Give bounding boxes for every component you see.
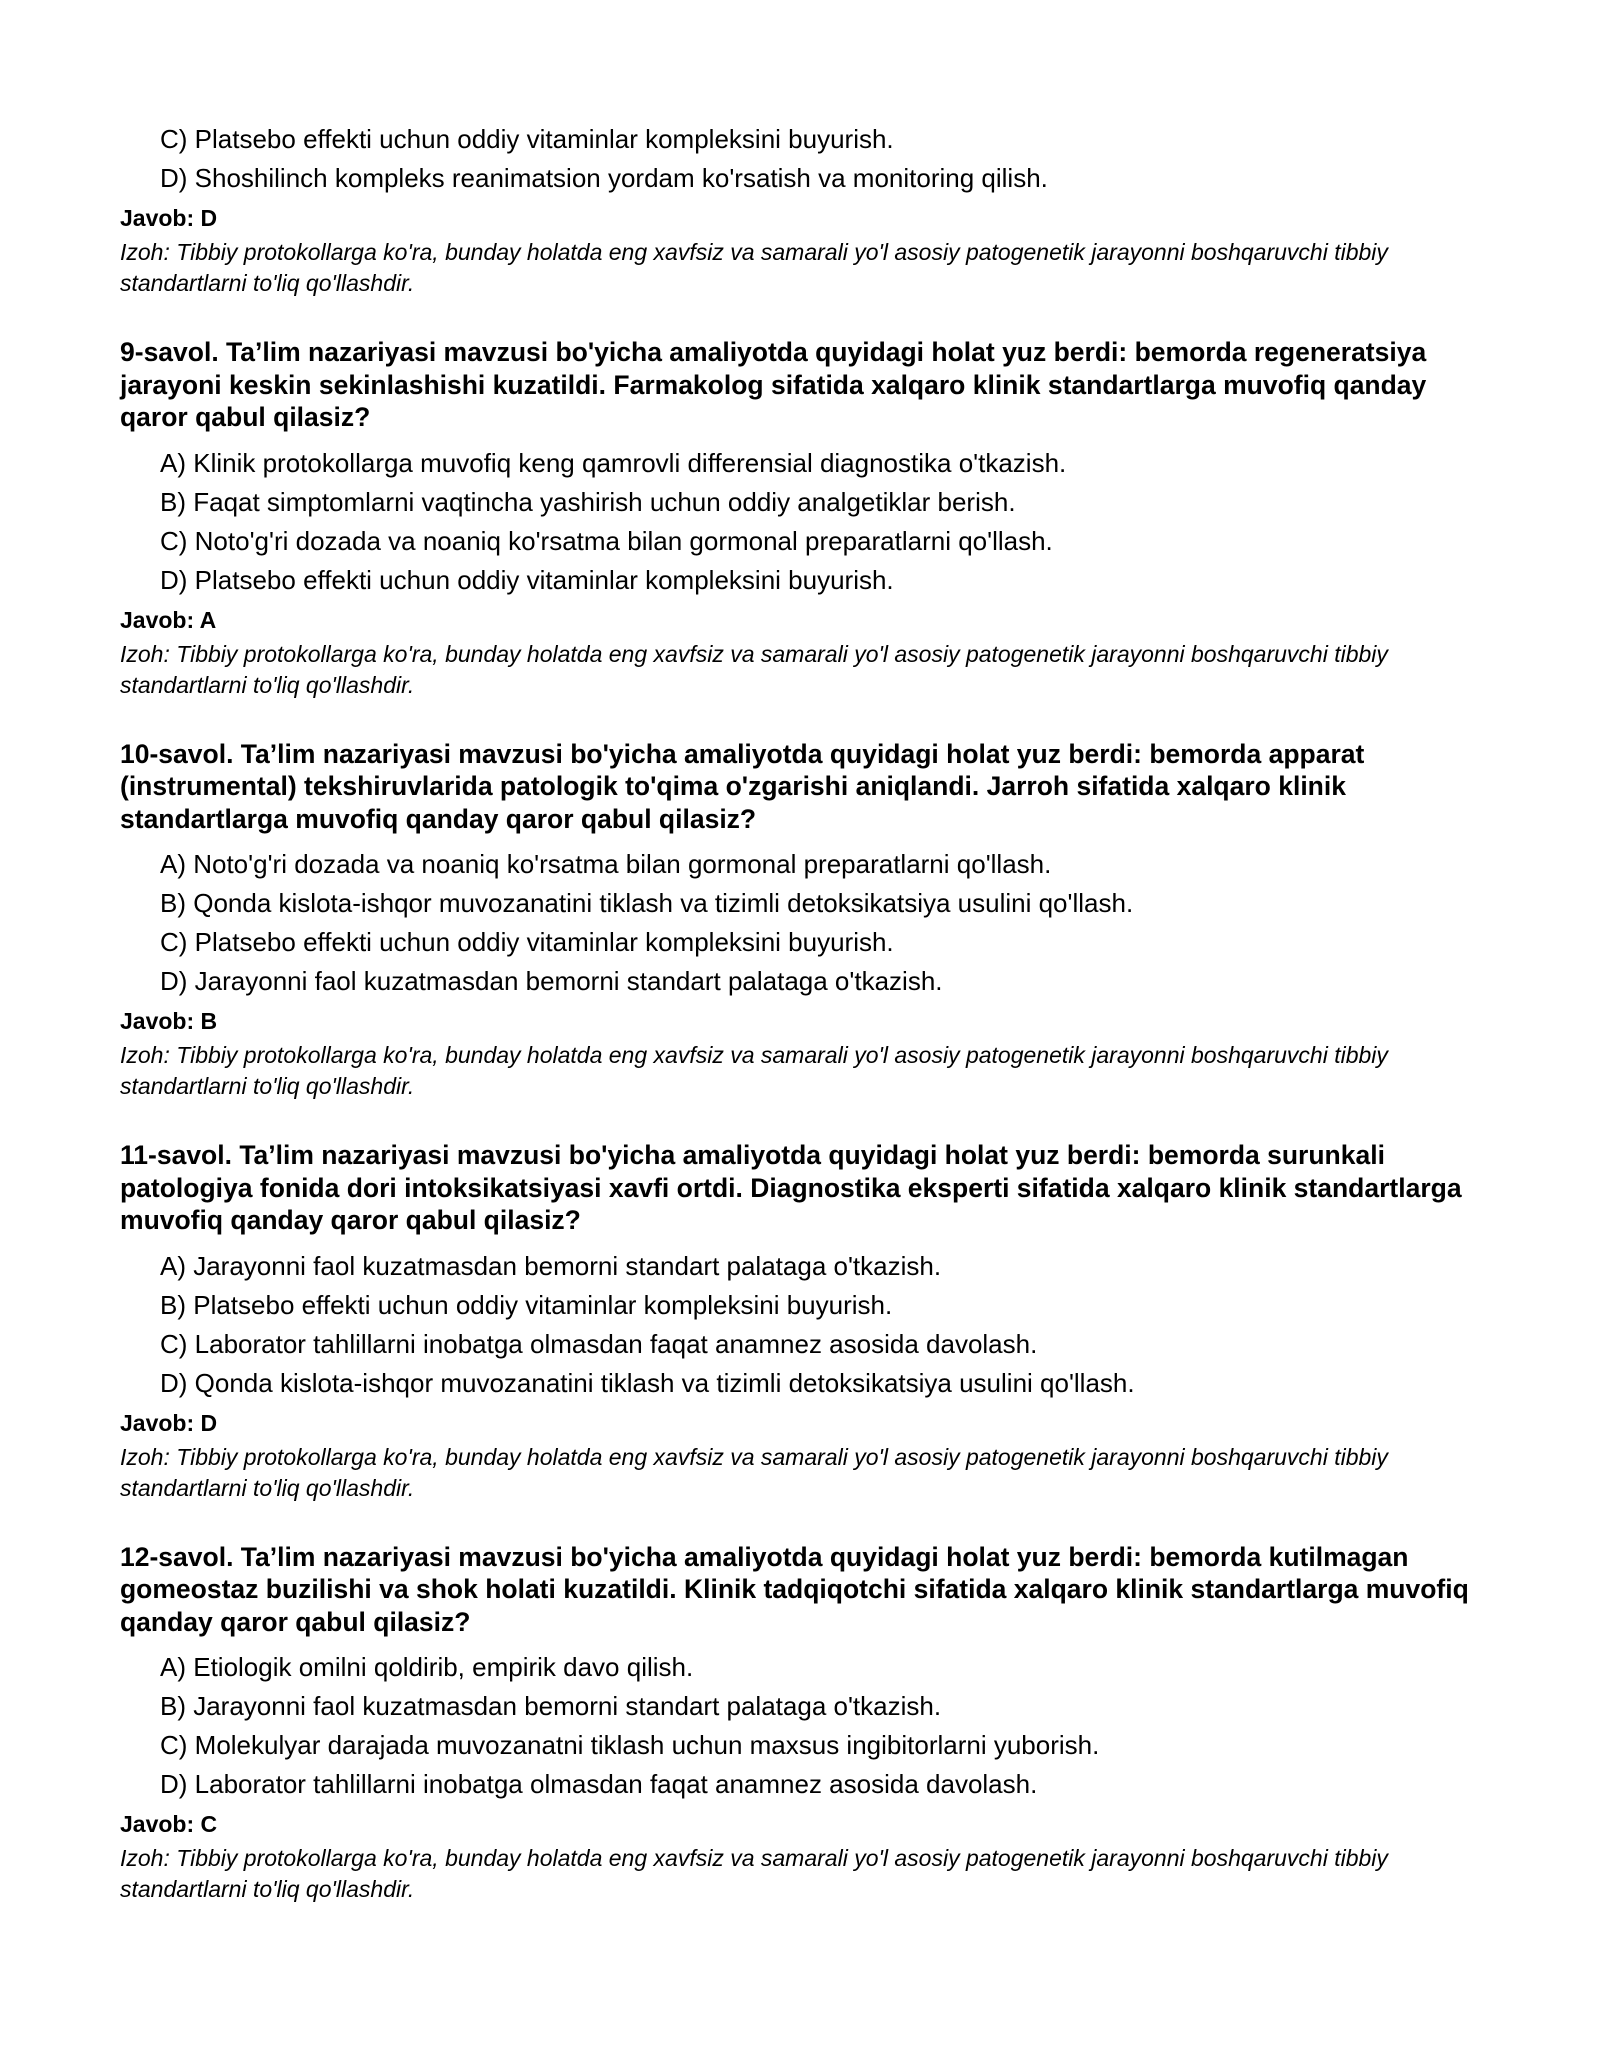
question-11-block — [120, 1139, 1500, 1504]
option-c: C) Platsebo effekti uchun oddiy vitaminlar kompleksini buyurish. — [160, 124, 894, 154]
question-9-text: 9-savol. Ta’lim nazariyasi mavzusi bo'yicha amaliyotda quyidagi holat yuz berdi: bemorda regeneratsiya jarayoni keskin sekinlashishi kuzatildi. Farmakolog sifatida xalqaro klinik standartlarga muvofiq qanday qaror qabul qilasiz? — [120, 337, 1427, 432]
option-a: A) Etiologik omilni qoldirib, empirik davo qilish. — [160, 1652, 694, 1682]
option-b: B) Faqat simptomlarni vaqtincha yashirish uchun oddiy analgetiklar berish. — [160, 486, 1016, 517]
explanation-note: Izoh: Tibbiy protokollarga ko'ra, bunday holatda eng xavfsiz va samarali yo'l asosiy patogenetik jarayonni boshqaruvchi tibbiy standartlarni to'liq qo'llashdir. — [120, 640, 1388, 698]
answer-label: Javob: C — [120, 1811, 218, 1837]
option-b: B) Jarayonni faol kuzatmasdan bemorni standart palataga o'tkazish. — [160, 1691, 942, 1721]
option-d: D) Qonda kislota-ishqor muvozanatini tiklash va tizimli detoksikatsiya usulini qo'llash. — [160, 1367, 1135, 1398]
question-12-text: 12-savol. Ta’lim nazariyasi mavzusi bo'yicha amaliyotda quyidagi holat yuz berdi: bemorda kutilmagan gomeostaz buzilishi va shok holati kuzatildi. Klinik tadqiqotchi sifatida xalqaro klinik standartlarga muvofiq qanday qaror qabul qilasiz? — [120, 1541, 1469, 1637]
answer-label: Javob: D — [120, 205, 218, 231]
carryover-block — [120, 120, 1500, 299]
option-c: C) Platsebo effekti uchun oddiy vitaminlar kompleksini buyurish. — [160, 927, 894, 957]
question-10-block — [120, 738, 1500, 1103]
question-10-text: 10-savol. Ta’lim nazariyasi mavzusi bo'yicha amaliyotda quyidagi holat yuz berdi: bemorda apparat (instrumental) tekshiruvlarida patologik to'qima o'zgarishi aniqlandi. Jarroh sifatida xalqaro klinik standartlarga muvofiq qanday qaror qabul qilasiz? — [120, 738, 1365, 834]
option-d: D) Laborator tahlillarni inobatga olmasdan faqat anamnez asosida davolash. — [160, 1769, 1038, 1799]
answer-label: Javob: B — [120, 1008, 218, 1034]
explanation-note: Izoh: Tibbiy protokollarga ko'ra, bunday holatda eng xavfsiz va samarali yo'l asosiy patogenetik jarayonni boshqaruvchi tibbiy standartlarni to'liq qo'llashdir. — [120, 239, 1388, 296]
question-9-block — [120, 336, 1500, 701]
answer-label: Javob: A — [120, 606, 217, 633]
explanation-note: Izoh: Tibbiy protokollarga ko'ra, bunday holatda eng xavfsiz va samarali yo'l asosiy patogenetik jarayonni boshqaruvchi tibbiy standartlarni to'liq qo'llashdir. — [120, 1042, 1388, 1099]
option-a: A) Noto'g'ri dozada va noaniq ko'rsatma bilan gormonal preparatlarni qo'llash. — [160, 849, 1052, 879]
option-b: B) Platsebo effekti uchun oddiy vitaminlar kompleksini buyurish. — [160, 1289, 893, 1320]
explanation-note: Izoh: Tibbiy protokollarga ko'ra, bunday holatda eng xavfsiz va samarali yo'l asosiy patogenetik jarayonni boshqaruvchi tibbiy standartlarni to'liq qo'llashdir. — [120, 1443, 1388, 1501]
option-d: D) Shoshilinch kompleks reanimatsion yordam ko'rsatish va monitoring qilish. — [160, 163, 1048, 193]
document-page — [120, 120, 1500, 1905]
option-c: C) Laborator tahlillarni inobatga olmasdan faqat anamnez asosida davolash. — [160, 1328, 1038, 1359]
question-12-block — [120, 1541, 1500, 1906]
option-d: D) Platsebo effekti uchun oddiy vitaminlar kompleksini buyurish. — [160, 564, 894, 595]
option-a: A) Jarayonni faol kuzatmasdan bemorni standart palataga o'tkazish. — [160, 1250, 942, 1281]
question-11-text: 11-savol. Ta’lim nazariyasi mavzusi bo'yicha amaliyotda quyidagi holat yuz berdi: bemorda surunkali patologiya fonida dori intoksikatsiyasi xavfi ortdi. Diagnostika eksperti sifatida xalqaro klinik standartlarga muvofiq qanday qaror qabul qilasiz? — [120, 1140, 1462, 1235]
option-c: C) Noto'g'ri dozada va noaniq ko'rsatma bilan gormonal preparatlarni qo'llash. — [160, 525, 1053, 556]
explanation-note: Izoh: Tibbiy protokollarga ko'ra, bunday holatda eng xavfsiz va samarali yo'l asosiy patogenetik jarayonni boshqaruvchi tibbiy standartlarni to'liq qo'llashdir. — [120, 1845, 1388, 1902]
option-d: D) Jarayonni faol kuzatmasdan bemorni standart palataga o'tkazish. — [160, 966, 943, 996]
answer-label: Javob: D — [120, 1409, 218, 1436]
option-c: C) Molekulyar darajada muvozanatni tiklash uchun maxsus ingibitorlarni yuborish. — [160, 1730, 1100, 1760]
option-a: A) Klinik protokollarga muvofiq keng qamrovli differensial diagnostika o'tkazish. — [160, 447, 1067, 478]
option-b: B) Qonda kislota-ishqor muvozanatini tiklash va tizimli detoksikatsiya usulini qo'llash. — [160, 888, 1134, 918]
